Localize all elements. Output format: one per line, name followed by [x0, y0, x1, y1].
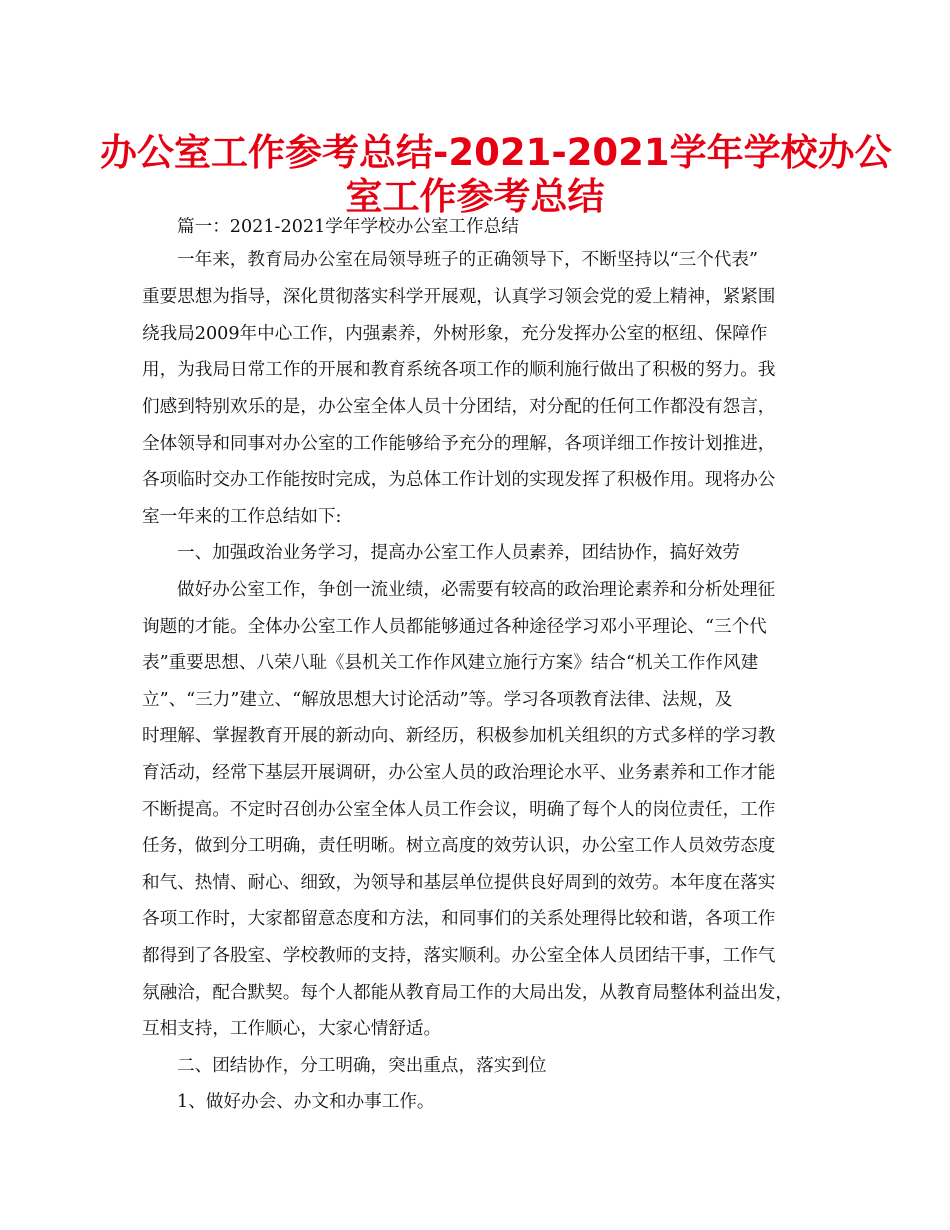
paragraph-line: 室一年来的工作总结如下:: [142, 507, 342, 527]
section-heading-two: 二、团结协作，分工明确，突出重点，落实到位: [177, 1056, 547, 1076]
paragraph-line: 不断提高。不定时召创办公室全体人员工作会议，明确了每个人的岗位责任，工作: [142, 800, 776, 820]
paragraph-line: 一年来，教育局办公室在局领导班子的正确领导下，不断坚持以“三个代表”: [177, 250, 758, 270]
section-heading-one: 一、加强政治业务学习，提高办公室工作人员素养，团结协作，搞好效劳: [177, 543, 741, 563]
paragraph-line: 立”、“三力”建立、“解放思想大讨论活动”等。学习各项教育法律、法规，及: [142, 690, 733, 710]
paragraph-line: 询题的才能。全体办公室工作人员都能够通过各种途径学习邓小平理论、“三个代: [142, 617, 767, 637]
paragraph-line: 各项临时交办工作能按时完成，为总体工作计划的实现发挥了积极作用。现将办公: [142, 470, 776, 490]
paragraph-line: 各项工作时，大家都留意态度和方法，和同事们的关系处理得比较和谐，各项工作: [142, 909, 776, 929]
paragraph-line: 绕我局2009年中心工作，内强素养，外树形象，充分发挥办公室的枢纽、保障作: [142, 324, 768, 344]
paragraph-line: 氛融洽，配合默契。每个人都能从教育局工作的大局出发，从教育局整体利益出发，: [142, 983, 793, 1003]
paragraph-line: 和气、热情、耐心、细致，为领导和基层单位提供良好周到的效劳。本年度在落实: [142, 873, 776, 893]
paragraph-line: 都得到了各股室、学校教师的支持，落实顺利。办公室全体人员团结干事，工作气: [142, 946, 776, 966]
document-title-line-2: 室工作参考总结: [345, 175, 605, 218]
paragraph-line: 互相支持，工作顺心，大家心情舒适。: [142, 1019, 442, 1039]
subsection-heading-one: 1、做好办会、办文和办事工作。: [177, 1092, 435, 1112]
section-heading-article-one: 篇一：2021-2021学年学校办公室工作总结: [177, 217, 519, 237]
paragraph-line: 重要思想为指导，深化贯彻落实科学开展观，认真学习领会党的爱上精神，紧紧围: [142, 287, 776, 307]
paragraph-line: 用，为我局日常工作的开展和教育系统各项工作的顺利施行做出了积极的努力。我: [142, 360, 776, 380]
paragraph-line: 时理解、掌握教育开展的新动向、新经历，积极参加机关组织的方式多样的学习教: [142, 726, 776, 746]
paragraph-line: 育活动，经常下基层开展调研，办公室人员的政治理论水平、业务素养和工作才能: [142, 763, 776, 783]
paragraph-line: 们感到特别欢乐的是，办公室全体人员十分团结，对分配的任何工作都没有怨言，: [142, 397, 776, 417]
document-title-line-1: 办公室工作参考总结-2021-2021学年学校办公: [100, 131, 892, 174]
paragraph-line: 做好办公室工作，争创一流业绩，必需要有较高的政治理论素养和分析处理征: [177, 580, 776, 600]
paragraph-line: 表”重要思想、八荣八耻《县机关工作作风建立施行方案》结合“机关工作作风建: [142, 653, 759, 673]
paragraph-line: 任务，做到分工明确，责任明晰。树立高度的效劳认识，办公室工作人员效劳态度: [142, 836, 776, 856]
paragraph-line: 全体领导和同事对办公室的工作能够给予充分的理解，各项详细工作按计划推进，: [142, 434, 776, 454]
